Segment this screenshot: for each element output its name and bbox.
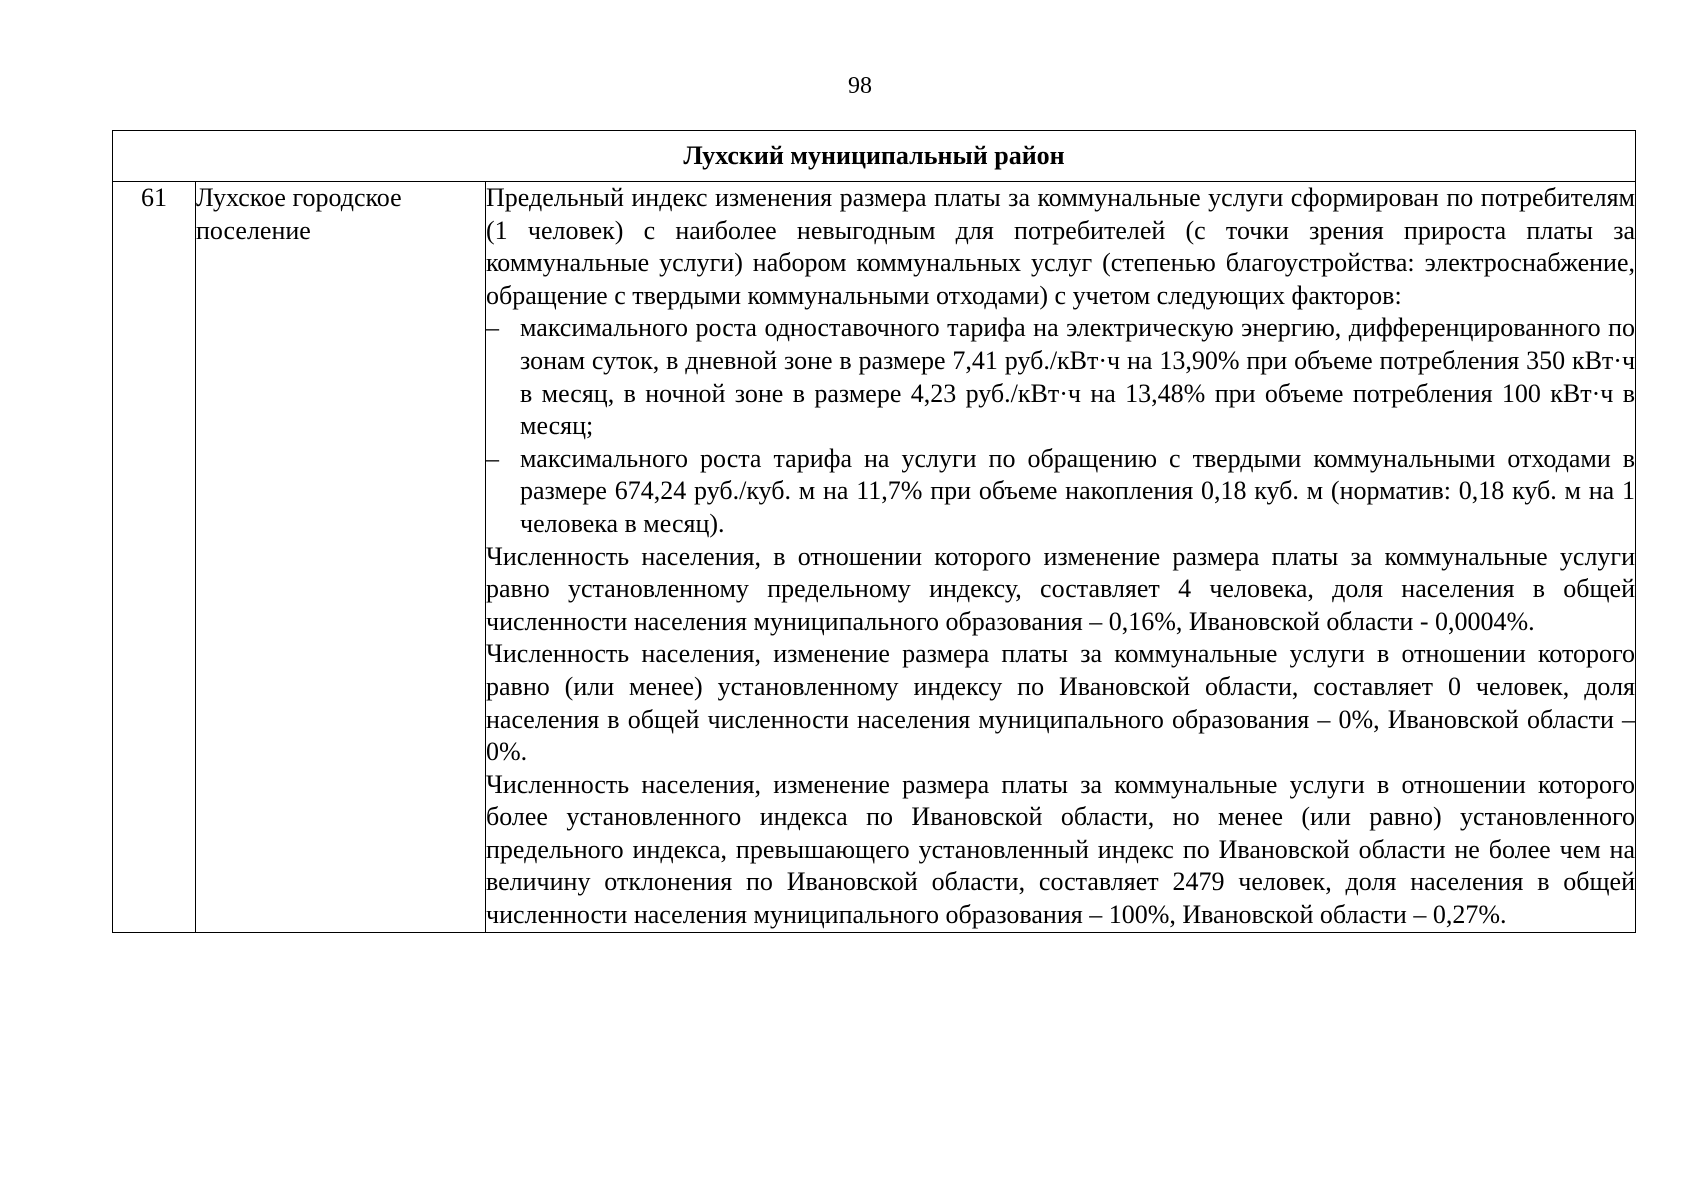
factor-text: максимального роста одноставочного тарифа на электрическую энергию, дифференцированного по зонам суток, в дневной зоне в размере 7,41 руб./кВт·ч на 13,90% при объеме потребления 350 кВт·ч в месяц, в ночной зоне в размере 4,23 руб./кВт·ч на 13,48% при объеме потребления 100 кВт·ч в месяц; — [520, 313, 1636, 441]
population-paragraph: Численность населения, изменение размера платы за коммунальные услуги в отношении которого более установленного индекса по Ивановской области, но менее (или равно) установленного предельного индекса, превышающего установленный индекс по Ивановской области не более чем на величину отклонения по Ивановской области, составляет 2479 человек, доля населения в общей численности населения муниципального образования – 100%, Ивановской области – 0,27%. — [486, 769, 1636, 930]
description-cell — [486, 182, 1636, 933]
municipality-name: Лухское городское поселение — [196, 182, 486, 933]
dash-marker: – — [486, 313, 499, 343]
page-number: 98 — [848, 73, 872, 99]
region-header-row — [113, 131, 1636, 182]
region-header: Лухский муниципальный район — [113, 131, 1636, 182]
factor-text: максимального роста тарифа на услуги по обращению с твердыми коммунальными отходами в размере 674,24 руб./куб. м на 11,7% при объеме накопления 0,18 куб. м (норматив: 0,18 куб. м на 1 человека в месяц). — [520, 443, 1636, 538]
intro-paragraph: Предельный индекс изменения размера платы за коммунальные услуги сформирован по потребителям (1 человек) с наиболее невыгодным для потребителей (с точки зрения прироста платы за коммунальные услуги) набором коммунальных услуг (степенью благоустройства: электроснабжение, обращение с твердыми коммунальными отходами) с учетом следующих факторов: — [486, 183, 1636, 310]
row-number: 61 — [113, 182, 196, 933]
factor-item — [486, 443, 1635, 541]
tariff-table — [112, 130, 1636, 933]
factor-item — [486, 312, 1635, 442]
population-paragraph: Численность населения, изменение размера платы за коммунальные услуги в отношении которого равно (или менее) установленному индексу по Ивановской области, составляет 0 человек, доля населения в общей численности населения муниципального образования – 0%, Ивановской области – 0%. — [486, 639, 1636, 767]
population-paragraph: Численность населения, в отношении которого изменение размера платы за коммунальные услуги равно установленному предельному индексу, составляет 4 человека, доля населения в общей численности населения муниципального образования – 0,16%, Ивановской области - 0,0004%. — [486, 541, 1636, 636]
dash-marker: – — [486, 443, 499, 473]
table-row — [113, 182, 1636, 933]
